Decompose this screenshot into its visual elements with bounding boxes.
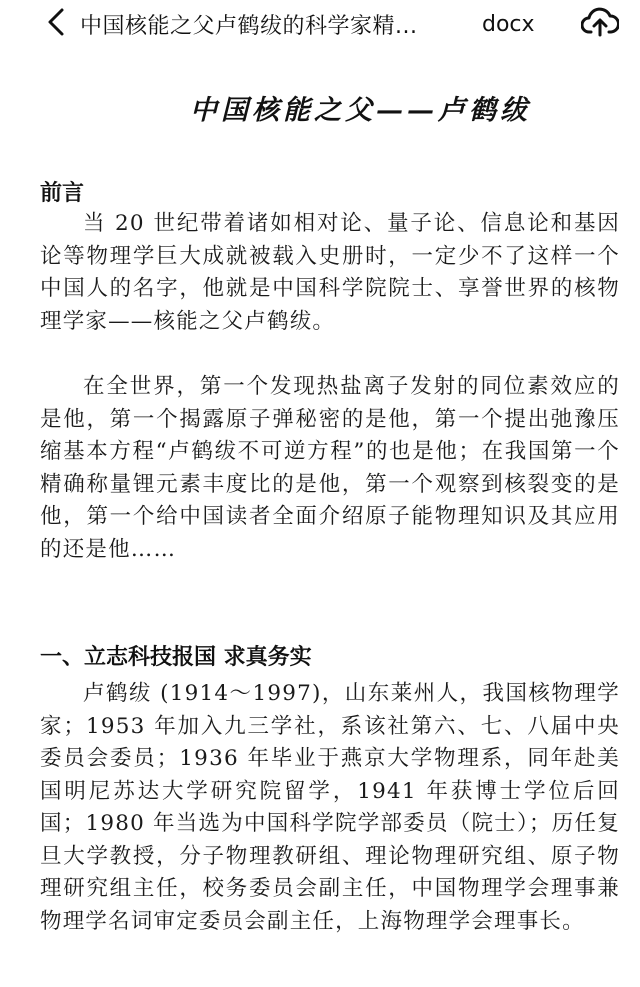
file-title: 中国核能之父卢鹤绂的科学家精... bbox=[80, 13, 418, 39]
chevron-left-icon bbox=[46, 7, 66, 41]
preface-paragraph-2: 在全世界，第一个发现热盐离子发射的同位素效应的是他，第一个揭露原子弹秘密的是他，第一个提出弛豫压缩基本方程“卢鹤绂不可逆方程”的也是他；在我国第一个精确称量锂元素丰度比的是他，第一个观察到核裂变的是他，第一个给中国读者全面介绍原子能物理知识及其应用的还是他…… bbox=[40, 374, 620, 562]
file-extension: docx bbox=[482, 11, 535, 37]
preface-heading: 前言 bbox=[40, 181, 85, 206]
section-1-paragraph-1: 卢鹤绂 (1914～1997)，山东莱州人，我国核物理学家；1953 年加入九三学社，系该社第六、七、八届中央委员会委员；1936 年毕业于燕京大学物理系，同年赴美国明尼苏达大学研究院留学，1941 年获博士学位后回国；1980 年当选为中国科学院学部委员（院士）；历任复旦大学教授，分子物理教研组、理论物理研究组、原子物理研究组主任，校务委员会副主任，中国物理学会理事兼物理学名词审定委员会副主任，上海物理学会理事长。 bbox=[40, 681, 620, 934]
preface-paragraph-1: 当 20 世纪带着诸如相对论、量子论、信息论和基因论等物理学巨大成就被载入史册时，一定少不了这样一个中国人的名字，他就是中国科学院院士、享誉世界的核物理学家——核能之父卢鹤绂。 bbox=[40, 211, 620, 334]
cloud-upload-button[interactable] bbox=[578, 4, 622, 44]
cloud-upload-icon bbox=[581, 6, 619, 42]
top-bar bbox=[0, 0, 640, 48]
section-1-heading: 一、立志科技报国 求真务实 bbox=[40, 645, 312, 670]
document-title: 中国核能之父——卢鹤绂 bbox=[190, 95, 531, 126]
back-button[interactable] bbox=[34, 0, 78, 48]
